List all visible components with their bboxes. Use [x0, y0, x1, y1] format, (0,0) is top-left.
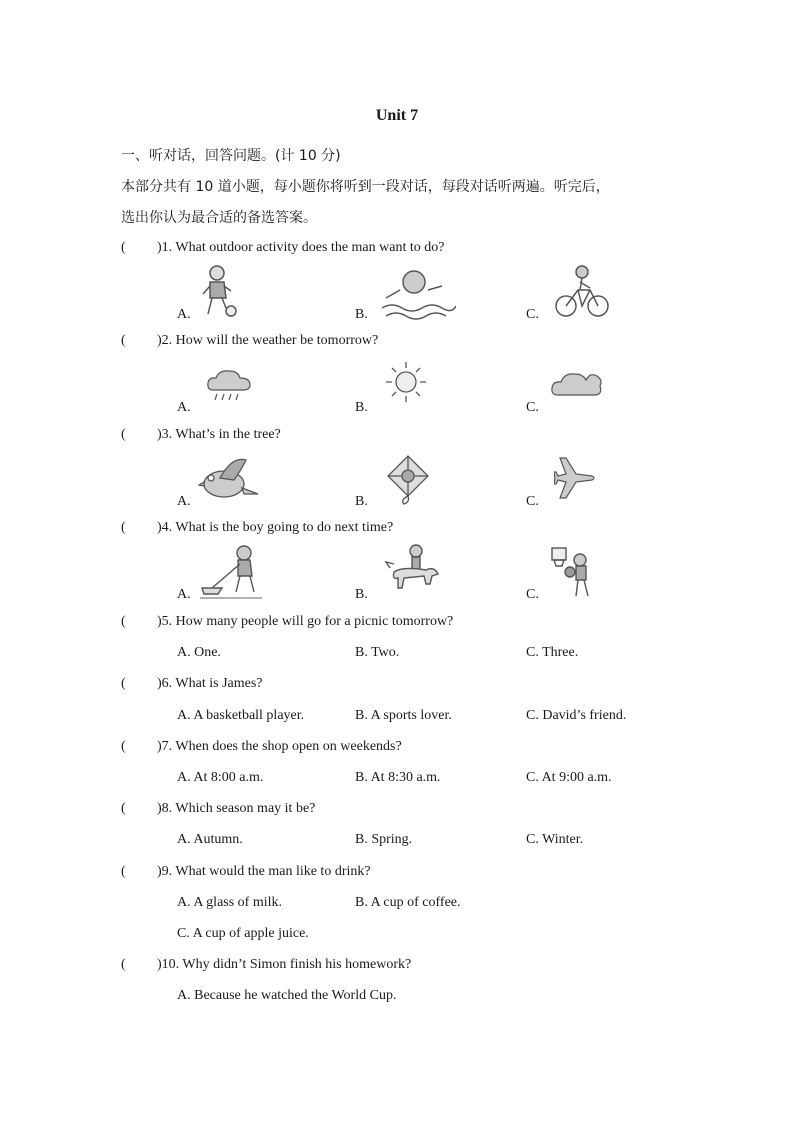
option-c[interactable]: C. Three.	[526, 645, 579, 660]
option-label: B.	[355, 400, 368, 415]
option-label: A.	[177, 307, 191, 322]
question-2: ( )2. How will the weather be tomorrow?	[121, 333, 379, 348]
option-label: C.	[526, 400, 539, 415]
question-text: 1. What outdoor activity does the man want to do?	[161, 240, 445, 255]
answer-blank[interactable]: (	[121, 427, 126, 442]
option-a[interactable]: A. A basketball player.	[177, 708, 305, 723]
question-4: ( )4. What is the boy going to do next time?	[121, 520, 394, 535]
cloud-icon	[550, 368, 604, 398]
swimmer-icon	[380, 264, 456, 322]
sun-icon	[384, 360, 428, 404]
option-c[interactable]: C. A cup of apple juice.	[177, 926, 309, 941]
answer-blank[interactable]: (	[121, 333, 126, 348]
question-text: 3. What’s in the tree?	[161, 427, 281, 442]
option-a[interactable]: A. Autumn.	[177, 832, 243, 847]
basketball-player-icon	[550, 546, 594, 600]
question-text: 9. What would the man like to drink?	[161, 864, 371, 879]
answer-blank[interactable]: (	[121, 801, 126, 816]
page-title: Unit 7	[375, 107, 419, 124]
question-5: ( )5. How many people will go for a picnic tomorrow?	[121, 614, 454, 629]
airplane-icon	[554, 454, 598, 502]
question-6: ( )6. What is James?	[121, 676, 263, 691]
answer-blank[interactable]: (	[121, 240, 126, 255]
option-b[interactable]: B. Two.	[355, 645, 400, 660]
question-9: ( )9. What would the man like to drink?	[121, 864, 371, 879]
option-a[interactable]: A. A glass of milk.	[177, 895, 283, 910]
horse-rider-icon	[382, 544, 446, 600]
option-label: C.	[526, 587, 539, 602]
answer-blank[interactable]: (	[121, 739, 126, 754]
question-text: 8. Which season may it be?	[161, 801, 316, 816]
question-8: ( )8. Which season may it be?	[121, 801, 316, 816]
bird-icon	[198, 454, 260, 504]
section-heading: 一、听对话，回答问题。(计 10 分)	[121, 148, 341, 164]
question-7: ( )7. When does the shop open on weekends?	[121, 739, 402, 754]
option-b[interactable]: B. Spring.	[355, 832, 413, 847]
question-3: ( )3. What’s in the tree?	[121, 427, 281, 442]
question-text: 10. Why didn’t Simon finish his homework?	[161, 957, 412, 972]
question-1: ( )1. What outdoor activity does the man want to do?	[121, 240, 445, 255]
option-label: A.	[177, 494, 191, 509]
option-c[interactable]: C. At 9:00 a.m.	[526, 770, 612, 785]
cyclist-icon	[554, 264, 610, 320]
option-label: C.	[526, 494, 539, 509]
option-label: A.	[177, 587, 191, 602]
question-text: 5. How many people will go for a picnic tomorrow?	[161, 614, 454, 629]
option-label: A.	[177, 400, 191, 415]
rain-cloud-icon	[205, 368, 253, 404]
option-label: B.	[355, 307, 368, 322]
answer-blank[interactable]: (	[121, 957, 126, 972]
question-text: 2. How will the weather be tomorrow?	[161, 333, 379, 348]
option-label: B.	[355, 587, 368, 602]
option-b[interactable]: B. A sports lover.	[355, 708, 452, 723]
option-a[interactable]: A. Because he watched the World Cup.	[177, 988, 397, 1003]
answer-blank[interactable]: (	[121, 864, 126, 879]
kite-icon	[380, 452, 436, 506]
question-10: ( )10. Why didn’t Simon finish his homework?	[121, 957, 412, 972]
option-b[interactable]: B. At 8:30 a.m.	[355, 770, 441, 785]
question-text: 4. What is the boy going to do next time?	[161, 520, 394, 535]
option-label: B.	[355, 494, 368, 509]
soccer-player-icon	[200, 264, 240, 320]
answer-blank[interactable]: (	[121, 676, 126, 691]
sweeping-boy-icon	[198, 544, 264, 600]
section-intro-line-1: 本部分共有 10 道小题，每小题你将听到一段对话，每段对话听两遍。听完后，	[121, 179, 610, 195]
question-text: 6. What is James?	[161, 676, 263, 691]
option-label: C.	[526, 307, 539, 322]
answer-blank[interactable]: (	[121, 520, 126, 535]
question-text: 7. When does the shop open on weekends?	[161, 739, 402, 754]
option-c[interactable]: C. David’s friend.	[526, 708, 627, 723]
option-c[interactable]: C. Winter.	[526, 832, 584, 847]
option-a[interactable]: A. At 8:00 a.m.	[177, 770, 264, 785]
option-a[interactable]: A. One.	[177, 645, 221, 660]
section-intro-line-2: 选出你认为最合适的备选答案。	[121, 210, 317, 226]
option-b[interactable]: B. A cup of coffee.	[355, 895, 461, 910]
answer-blank[interactable]: (	[121, 614, 126, 629]
